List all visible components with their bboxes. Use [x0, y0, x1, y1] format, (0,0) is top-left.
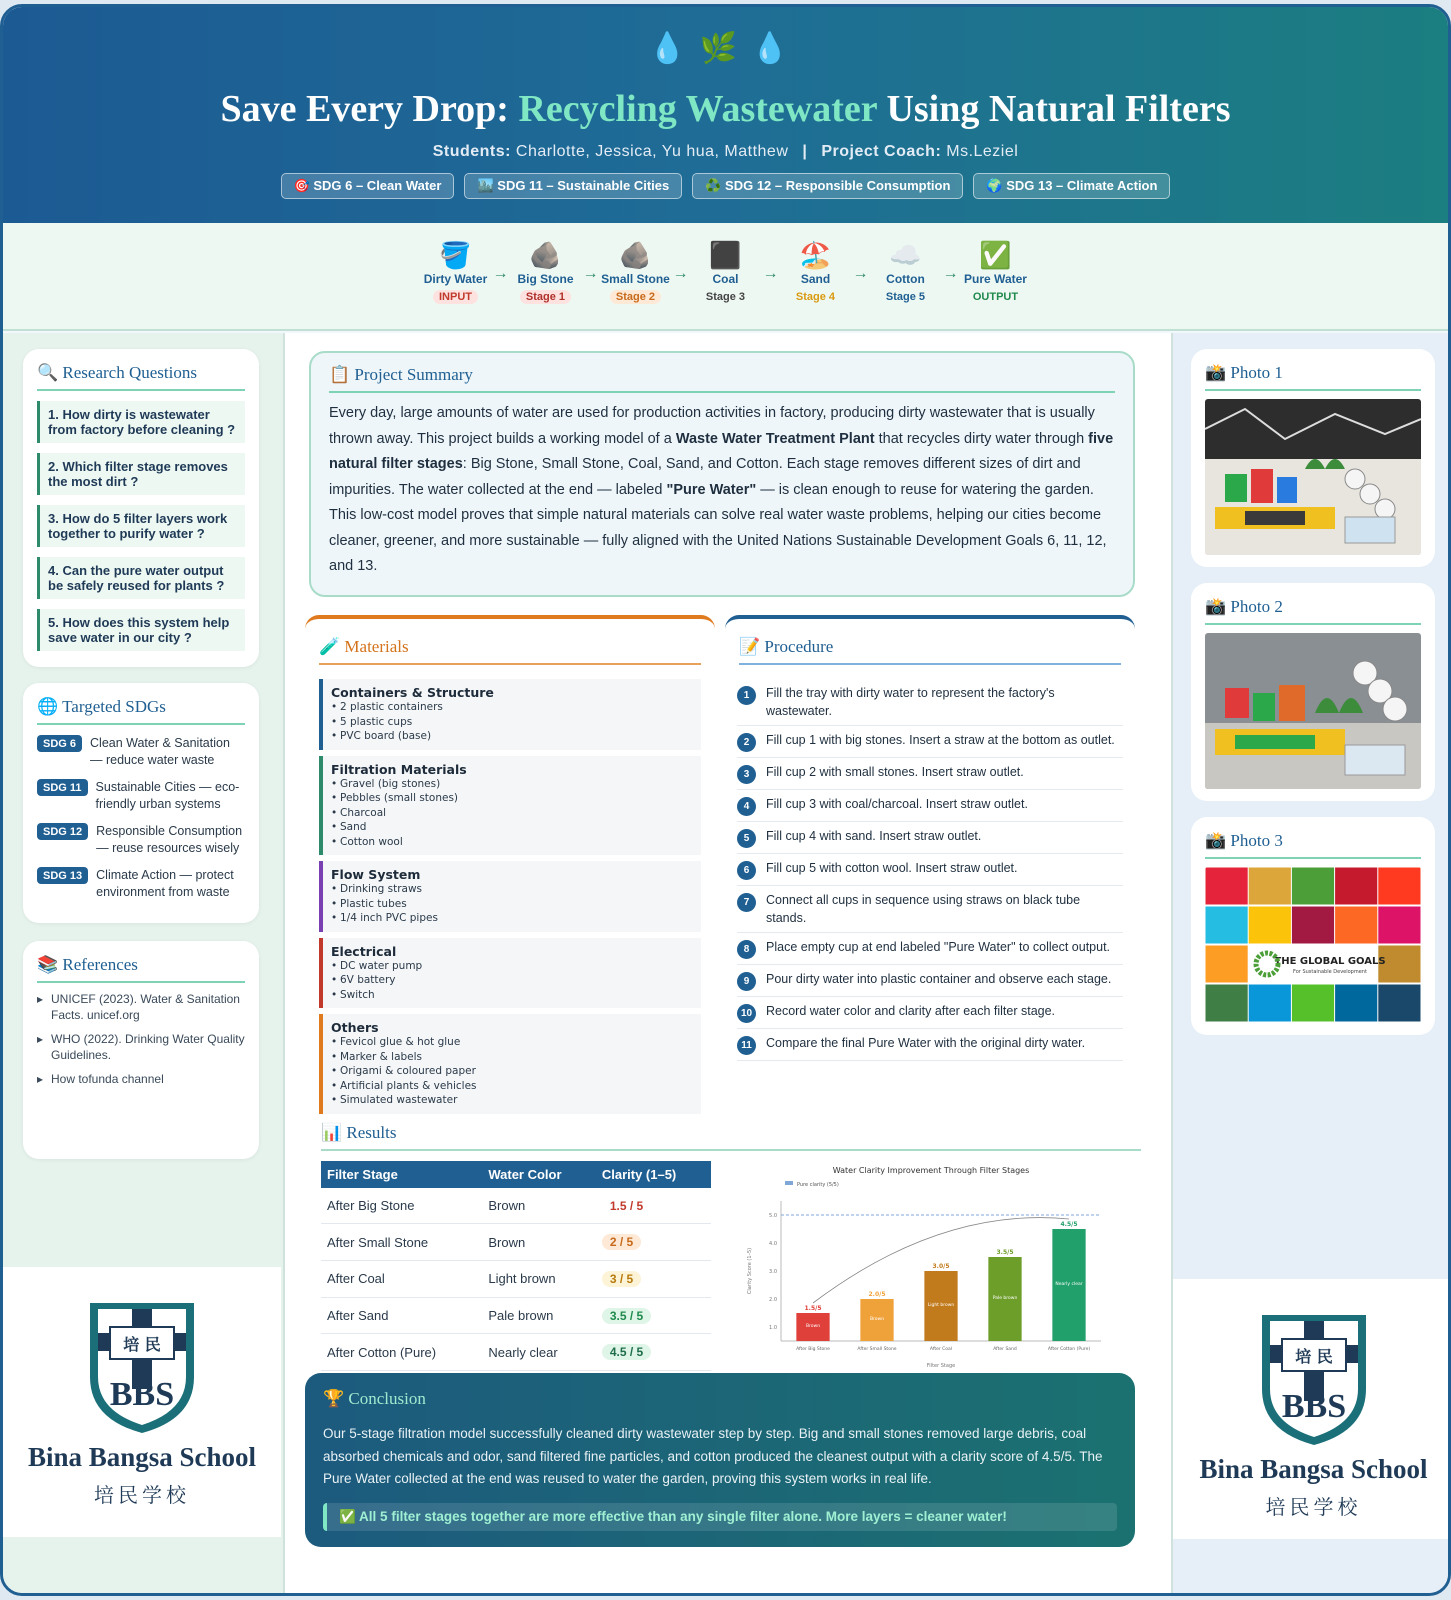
flow-step [870, 239, 942, 305]
flow-step-name: Big Stone [517, 272, 574, 286]
material-group-name: Flow System [331, 867, 421, 882]
material-item: • Artificial plants & vehicles [331, 1079, 693, 1094]
references-title: 📚 References [37, 955, 245, 983]
material-item: • Fevicol glue & hot glue [331, 1035, 693, 1050]
table-row [321, 1224, 711, 1261]
material-item: • 5 plastic cups [331, 715, 693, 730]
material-group-name: Others [331, 1020, 379, 1035]
y-tick-label: 1.0 [769, 1325, 777, 1331]
svg-text:培 民: 培 民 [123, 1335, 161, 1354]
stage-cell: After Big Stone [321, 1188, 482, 1224]
y-tick-label: 5.0 [769, 1213, 777, 1219]
material-item: • 2 plastic containers [331, 700, 693, 715]
material-item: • Origami & coloured paper [331, 1064, 693, 1079]
flow-step [690, 239, 762, 305]
svg-text:BBS: BBS [109, 1376, 175, 1413]
y-tick-label: 2.0 [769, 1297, 777, 1303]
material-item: • DC water pump [331, 959, 693, 974]
step-number: 6 [737, 861, 756, 880]
flow-step-name: Sand [800, 272, 831, 286]
research-question: 2. Which filter stage removes the most dirt ? [37, 453, 245, 495]
photo-card-3: 📸 Photo 3 THE GLOBAL GOALS For Sustainable Development [1191, 817, 1435, 1035]
step-text: Fill cup 2 with small stones. Insert straw outlet. [766, 765, 1024, 779]
clarity-cell: 3 / 5 [596, 1261, 711, 1298]
targeted-sdgs-card [23, 683, 259, 923]
sdg-goal-tile [1292, 985, 1334, 1022]
bar-inner-label: Light brown [927, 1303, 955, 1308]
school-logo-left [3, 1267, 281, 1537]
procedure-step [737, 997, 1123, 1029]
flow-arrow-icon: → [852, 265, 869, 282]
step-number: 8 [737, 940, 756, 959]
sdg-goal-tile [1206, 946, 1248, 983]
y-tick-label: 3.0 [769, 1269, 777, 1275]
step-text: Connect all cups in sequence using straws on black tube stands. [766, 893, 1081, 925]
x-tick-label: After Cotton (Pure) [1047, 1347, 1091, 1352]
x-tick-label: After Big Stone [796, 1347, 830, 1352]
flow-step-tag: Stage 5 [885, 291, 926, 303]
flow-step-tag: Stage 2 [610, 290, 661, 304]
svg-text:培 民: 培 民 [1294, 1347, 1333, 1366]
school-name-chinese: 培民学校 [1265, 1497, 1362, 1519]
material-group [319, 938, 701, 1009]
step-text: Fill cup 4 with sand. Insert straw outlet. [766, 829, 982, 843]
step-text: Record water color and clarity after each filter stage. [766, 1004, 1056, 1018]
y-axis-label: Clarity Score (1–5) [747, 1247, 753, 1295]
materials-title: 🧪 Materials [305, 619, 715, 673]
sdg-item: SDG 13 Climate Action — protect environment from waste [37, 867, 245, 901]
sdg-chip: 🌍 SDG 13 – Climate Action [973, 173, 1170, 199]
flow-step-icon: ✅ [979, 240, 1012, 270]
credits: Students: Charlotte, Jessica, Yu hua, Matthew | Project Coach: Ms.Leziel [432, 143, 1019, 160]
material-item: • Sand [331, 820, 693, 835]
flow-arrow-icon: → [492, 265, 509, 282]
flow-step-icon: 🏖️ [799, 240, 832, 270]
targeted-sdgs-title: 🌐 Targeted SDGs [37, 697, 245, 725]
step-number: 4 [737, 797, 756, 816]
step-text: Fill cup 5 with cotton wool. Insert straw outlet. [766, 861, 1018, 875]
procedure-step [737, 822, 1123, 854]
procedure-step [737, 679, 1123, 726]
flow-step-icon: ☁️ [889, 240, 922, 270]
filter-flow [3, 223, 1448, 331]
step-text: Pour dirty water into plastic container and observe each stage. [766, 972, 1112, 986]
material-group-name: Filtration Materials [331, 761, 467, 777]
material-group [319, 861, 701, 932]
flow-step [420, 239, 492, 305]
step-number: 1 [737, 686, 756, 705]
procedure-step [737, 933, 1123, 965]
results-section [321, 1123, 1141, 1371]
left-column [3, 333, 283, 1596]
flow-step-name: Coal [712, 272, 739, 286]
project-summary-text: Every day, large amounts of water are used for production activities in factory, producing dirty wastewater that is usually thrown away. This project builds a working model of a Waste Water Treatment Plant that recycles dirty water through five natural filter stages: Big Stone, Small Stone, Coal, Sand, and Cotton. Each stage removes different sizes of dirt and impurities. The water collected at the end — labeled "Pure Water" — is clean enough to reuse for watering the garden. This low-cost model proves that simple natural materials can solve real water waste problems, helping our cities become cleaner, greener, and more sustainable — fully aligned with the United Nations Sustainable Development Goals 6, 11, 12, and 13. [329, 405, 1114, 574]
flow-arrow-icon: → [672, 265, 689, 282]
reference-item: ▸ UNICEF (2023). Water & Sanitation Facts. unicef.org [37, 991, 245, 1023]
material-item: • Drinking straws [331, 882, 693, 897]
sdg-goal-tile [1378, 868, 1420, 905]
x-axis-label: Filter Stage [926, 1363, 956, 1369]
clarity-cell: 3.5 / 5 [596, 1297, 711, 1334]
procedure-step [737, 854, 1123, 886]
school-crest-icon [1254, 1309, 1374, 1449]
sdg-goal-tile [1335, 907, 1377, 944]
material-item: • Marker & labels [331, 1050, 693, 1065]
flow-arrow-icon: → [942, 265, 959, 282]
results-table: Filter Stage Water Color Clarity (1–5) After Big Stone Brown 1.5 / 5 After Small Stone Brown 2 / 5 After Coal Light brown 3 / 5 After Sand Pale brown 3.5 / 5 After Cotton (Pure) Nearly clear 4.5 / 5 [321, 1161, 711, 1371]
flow-step-name: Pure Water [964, 272, 1027, 286]
school-name: Bina Bangsa School [1199, 1454, 1428, 1484]
school-logo-right [1173, 1279, 1451, 1539]
reference-item: ▸ How tofunda channel [37, 1071, 245, 1087]
bar-inner-label: Pale brown [992, 1296, 1018, 1301]
photo-card-1: 📸 Photo 1 [1191, 349, 1435, 567]
sdg-goal-tile [1249, 907, 1291, 944]
header [3, 7, 1448, 223]
bar-value-label: 4.5/5 [1060, 1221, 1078, 1228]
flow-step-tag: OUTPUT [972, 291, 1019, 303]
research-question: 3. How do 5 filter layers work together to purify water ? [37, 505, 245, 547]
material-item: • 1/4 inch PVC pipes [331, 911, 693, 926]
results-title: 📊 Results [321, 1123, 1141, 1151]
project-summary-title: 📋 Project Summary [329, 365, 1115, 393]
research-questions-card [23, 349, 259, 667]
references-card [23, 941, 259, 1159]
color-cell: Light brown [482, 1261, 596, 1298]
step-text: Fill cup 3 with coal/charcoal. Insert straw outlet. [766, 797, 1028, 811]
photo-card-2: 📸 Photo 2 [1191, 583, 1435, 801]
stage-cell: After Small Stone [321, 1224, 482, 1261]
procedure-step [737, 758, 1123, 790]
procedure-step [737, 790, 1123, 822]
school-name-chinese: 培民学校 [94, 1485, 190, 1507]
legend-swatch [785, 1181, 793, 1185]
sdg-goal-tile [1335, 985, 1377, 1022]
svg-text:THE GLOBAL GOALS: THE GLOBAL GOALS [1274, 956, 1386, 967]
flow-step [600, 239, 672, 305]
project-photo-1 [1205, 399, 1421, 555]
flow-step-tag: Stage 1 [520, 290, 571, 304]
flow-step-icon: ⬛ [709, 240, 742, 270]
bar-value-label: 2.0/5 [868, 1291, 886, 1298]
bar-inner-label: Brown [869, 1317, 885, 1322]
x-tick-label: After Small Stone [857, 1347, 897, 1352]
sdg-goal-tile [1378, 907, 1420, 944]
step-text: Place empty cup at end labeled "Pure Water" to collect output. [766, 940, 1111, 954]
sdg-chip: 🏙️ SDG 11 – Sustainable Cities [464, 173, 682, 199]
procedure-title: 📝 Procedure [725, 619, 1135, 673]
bar-inner-label: Nearly clear [1055, 1282, 1083, 1287]
poster-title: Save Every Drop: Recycling Wastewater Using Natural Filters [220, 88, 1231, 130]
color-cell: Nearly clear [482, 1334, 596, 1371]
sdg-item: SDG 11 Sustainable Cities — eco-friendly urban systems [37, 779, 245, 813]
sdg-item: SDG 6 Clean Water & Sanitation — reduce water waste [37, 735, 245, 769]
x-tick-label: After Sand [993, 1347, 1017, 1352]
material-item: • Simulated wastewater [331, 1093, 693, 1108]
research-question: 5. How does this system help save water in our city ? [37, 609, 245, 651]
flow-arrow-icon: → [762, 265, 779, 282]
legend-label: Pure clarity (5/5) [797, 1182, 839, 1188]
step-number: 5 [737, 829, 756, 848]
material-item: • Pebbles (small stones) [331, 791, 693, 806]
material-group-name: Containers & Structure [331, 685, 494, 700]
flow-step-tag: Stage 4 [795, 291, 836, 303]
research-question: 4. Can the pure water output be safely reused for plants ? [37, 557, 245, 599]
sdg-goal-tile [1292, 907, 1334, 944]
sdg-goal-tile [1335, 868, 1377, 905]
material-group [319, 679, 701, 750]
chart-title: Water Clarity Improvement Through Filter Stages [832, 1166, 1030, 1175]
y-tick-label: 4.0 [769, 1241, 777, 1247]
material-item: • Charcoal [331, 806, 693, 821]
x-tick-label: After Coal [929, 1347, 953, 1352]
clarity-cell: 4.5 / 5 [596, 1334, 711, 1371]
stage-cell: After Cotton (Pure) [321, 1334, 482, 1371]
project-photo-2 [1205, 633, 1421, 789]
project-summary [309, 351, 1135, 597]
reference-item: ▸ WHO (2022). Drinking Water Quality Guidelines. [37, 1031, 245, 1063]
bar-value-label: 3.0/5 [932, 1263, 950, 1270]
table-row [321, 1297, 711, 1334]
flow-arrow-icon: → [582, 265, 599, 282]
school-name: Bina Bangsa School [27, 1442, 257, 1472]
sdg-chips [3, 173, 1448, 199]
stage-cell: After Sand [321, 1297, 482, 1334]
conclusion-text: Our 5-stage filtration model successfully cleaned dirty wastewater step by step. Big and small stones removed large debris, coal absorbed chemicals and odor, sand filtered fine particles, and cotton produced the cleanest output with a clarity score of 4.5/5. The Pure Water collected at the end was reused to water the garden, proving this system works in real life. [323, 1426, 1103, 1486]
svg-text:For Sustainable Development: For Sustainable Development [1293, 969, 1367, 975]
research-question: 1. How dirty is wastewater from factory before cleaning ? [37, 401, 245, 443]
step-text: Fill cup 1 with big stones. Insert a straw at the bottom as outlet. [766, 733, 1115, 747]
conclusion-title: 🏆 Conclusion [323, 1389, 426, 1408]
procedure-panel [725, 615, 1135, 1061]
table-row [321, 1188, 711, 1224]
sdg-goal-tile [1292, 868, 1334, 905]
material-group [319, 756, 701, 856]
sdg-goals-image [1205, 867, 1421, 1023]
materials-panel [305, 615, 715, 1114]
coach-name: Ms.Leziel [946, 143, 1019, 160]
svg-text:BBS: BBS [1281, 1388, 1346, 1425]
material-item: • Gravel (big stones) [331, 777, 693, 792]
table-row [321, 1334, 711, 1371]
flow-step-tag: INPUT [433, 290, 478, 304]
student-names: Charlotte, Jessica, Yu hua, Matthew [515, 143, 789, 160]
sdg-goal-tile [1249, 985, 1291, 1022]
step-number: 3 [737, 765, 756, 784]
clarity-chart [741, 1161, 1121, 1371]
material-item: • Plastic tubes [331, 897, 693, 912]
procedure-step [737, 965, 1123, 997]
sdg-goal-tile [1206, 907, 1248, 944]
table-row [321, 1261, 711, 1298]
flow-step-name: Small Stone [601, 272, 670, 286]
sdg-goal-tile [1206, 868, 1248, 905]
flow-step [960, 239, 1032, 305]
main-column [283, 333, 1173, 1596]
stage-cell: After Coal [321, 1261, 482, 1298]
sdg-goal-tile [1249, 868, 1291, 905]
flow-step-icon: 🪨 [529, 240, 562, 270]
step-number: 11 [737, 1036, 756, 1055]
material-item: • Switch [331, 988, 693, 1003]
procedure-step [737, 886, 1123, 933]
color-cell: Pale brown [482, 1297, 596, 1334]
conclusion-takeaway: ✅ All 5 filter stages together are more effective than any single filter alone. More layers = cleaner water! [323, 1503, 1117, 1531]
flow-step-name: Dirty Water [423, 272, 488, 286]
procedure-step [737, 726, 1123, 758]
conclusion [305, 1373, 1135, 1547]
sdg-chip: 🎯 SDG 6 – Clean Water [281, 173, 455, 199]
material-item: • 6V battery [331, 973, 693, 988]
flow-step-tag: Stage 3 [705, 291, 746, 303]
clarity-cell: 1.5 / 5 [596, 1188, 711, 1224]
material-item: • Cotton wool [331, 835, 693, 850]
material-group-name: Electrical [331, 943, 397, 959]
step-text: Compare the final Pure Water with the original dirty water. [766, 1036, 1086, 1050]
bar-inner-label: Brown [805, 1324, 821, 1329]
sdg-goal-tile [1378, 985, 1420, 1022]
flow-step-icon: 🪨 [619, 240, 652, 270]
water-leaf-icons: 💧🌿💧 [648, 32, 803, 65]
sdg-item: SDG 12 Responsible Consumption — reuse resources wisely [37, 823, 245, 857]
step-number: 7 [737, 893, 756, 912]
bar-value-label: 1.5/5 [804, 1305, 822, 1312]
right-column [1173, 333, 1451, 1596]
sdg-goal-tile [1206, 985, 1248, 1022]
poster [0, 4, 1451, 1596]
procedure-step [737, 1029, 1123, 1061]
school-crest-icon [82, 1297, 202, 1437]
bar-value-label: 3.5/5 [996, 1249, 1014, 1256]
color-cell: Brown [482, 1188, 596, 1224]
step-number: 9 [737, 972, 756, 991]
clarity-cell: 2 / 5 [596, 1224, 711, 1261]
flow-step-icon: 🪣 [439, 240, 472, 270]
step-text: Fill the tray with dirty water to represent the factory's wastewater. [766, 686, 1055, 718]
step-number: 10 [737, 1004, 756, 1023]
step-number: 2 [737, 733, 756, 752]
material-item: • PVC board (base) [331, 729, 693, 744]
sdg-chip: ♻️ SDG 12 – Responsible Consumption [692, 173, 963, 199]
flow-step [780, 239, 852, 305]
research-questions-title: 🔍 Research Questions [37, 363, 245, 391]
material-group [319, 1014, 701, 1114]
flow-step-name: Cotton [886, 272, 925, 286]
flow-step [510, 239, 582, 305]
color-cell: Brown [482, 1224, 596, 1261]
